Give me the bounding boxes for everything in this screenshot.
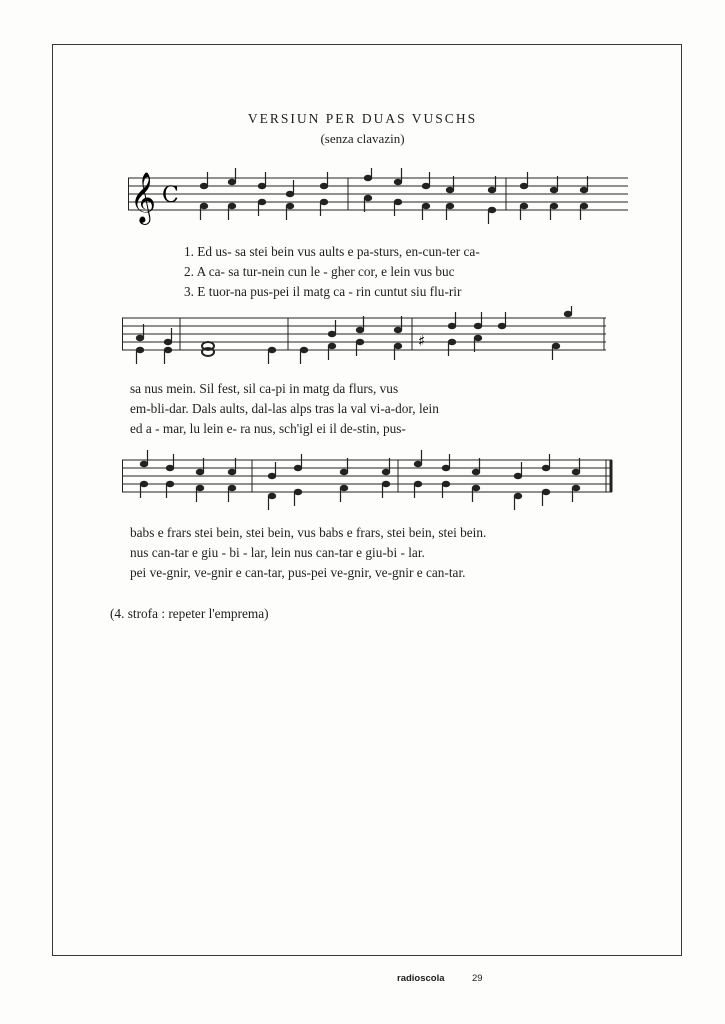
lyric-line: 3. E tuor-na pus-pei il matg ca - rin cuntut siu flu-rir (184, 284, 462, 299)
lyric-line: nus can-tar e giu - bi - lar, lein nus can-tar e giu-bi - lar. (130, 545, 425, 560)
sharp-icon: ♯ (418, 332, 426, 350)
page-title: VERSIUN PER DUAS VUSCHS (247, 111, 478, 126)
lyric-line: ed a - mar, lu lein e- ra nus, sch'igl ei il de-stin, pus- (130, 421, 406, 436)
lyric-line: 2. A ca- sa tur-nein cun le - gher cor, e lein vus buc (184, 264, 455, 279)
treble-clef-icon: 𝄞 (130, 172, 157, 223)
music-staff-3 (122, 446, 618, 518)
verse-note: (4. strofa : repeter l'emprema) (110, 606, 269, 621)
music-staff-1 (128, 168, 630, 228)
lyric-line: sa nus mein. Sil fest, sil ca-pi in matg da flurs, vus (130, 381, 399, 396)
lyric-line: em-bli-dar. Dals aults, dal-las alps tras la val vi-a-dor, lein (130, 401, 439, 416)
page-subtitle: (senza clavazin) (320, 131, 405, 146)
lyric-line: babs e frars stei bein, stei bein, vus babs e frars, stei bein, stei bein. (130, 525, 487, 540)
lyric-line: pei ve-gnir, ve-gnir e can-tar, pus-pei ve-gnir, ve-gnir e can-tar. (130, 565, 466, 580)
page-number: 29 (472, 973, 483, 984)
footer-brand: radioscola (397, 973, 445, 984)
music-staff-2 (122, 306, 614, 376)
time-signature: C (162, 183, 179, 208)
lyric-line: 1. Ed us- sa stei bein vus aults e pa-sturs, en-cun-ter ca- (184, 244, 480, 259)
